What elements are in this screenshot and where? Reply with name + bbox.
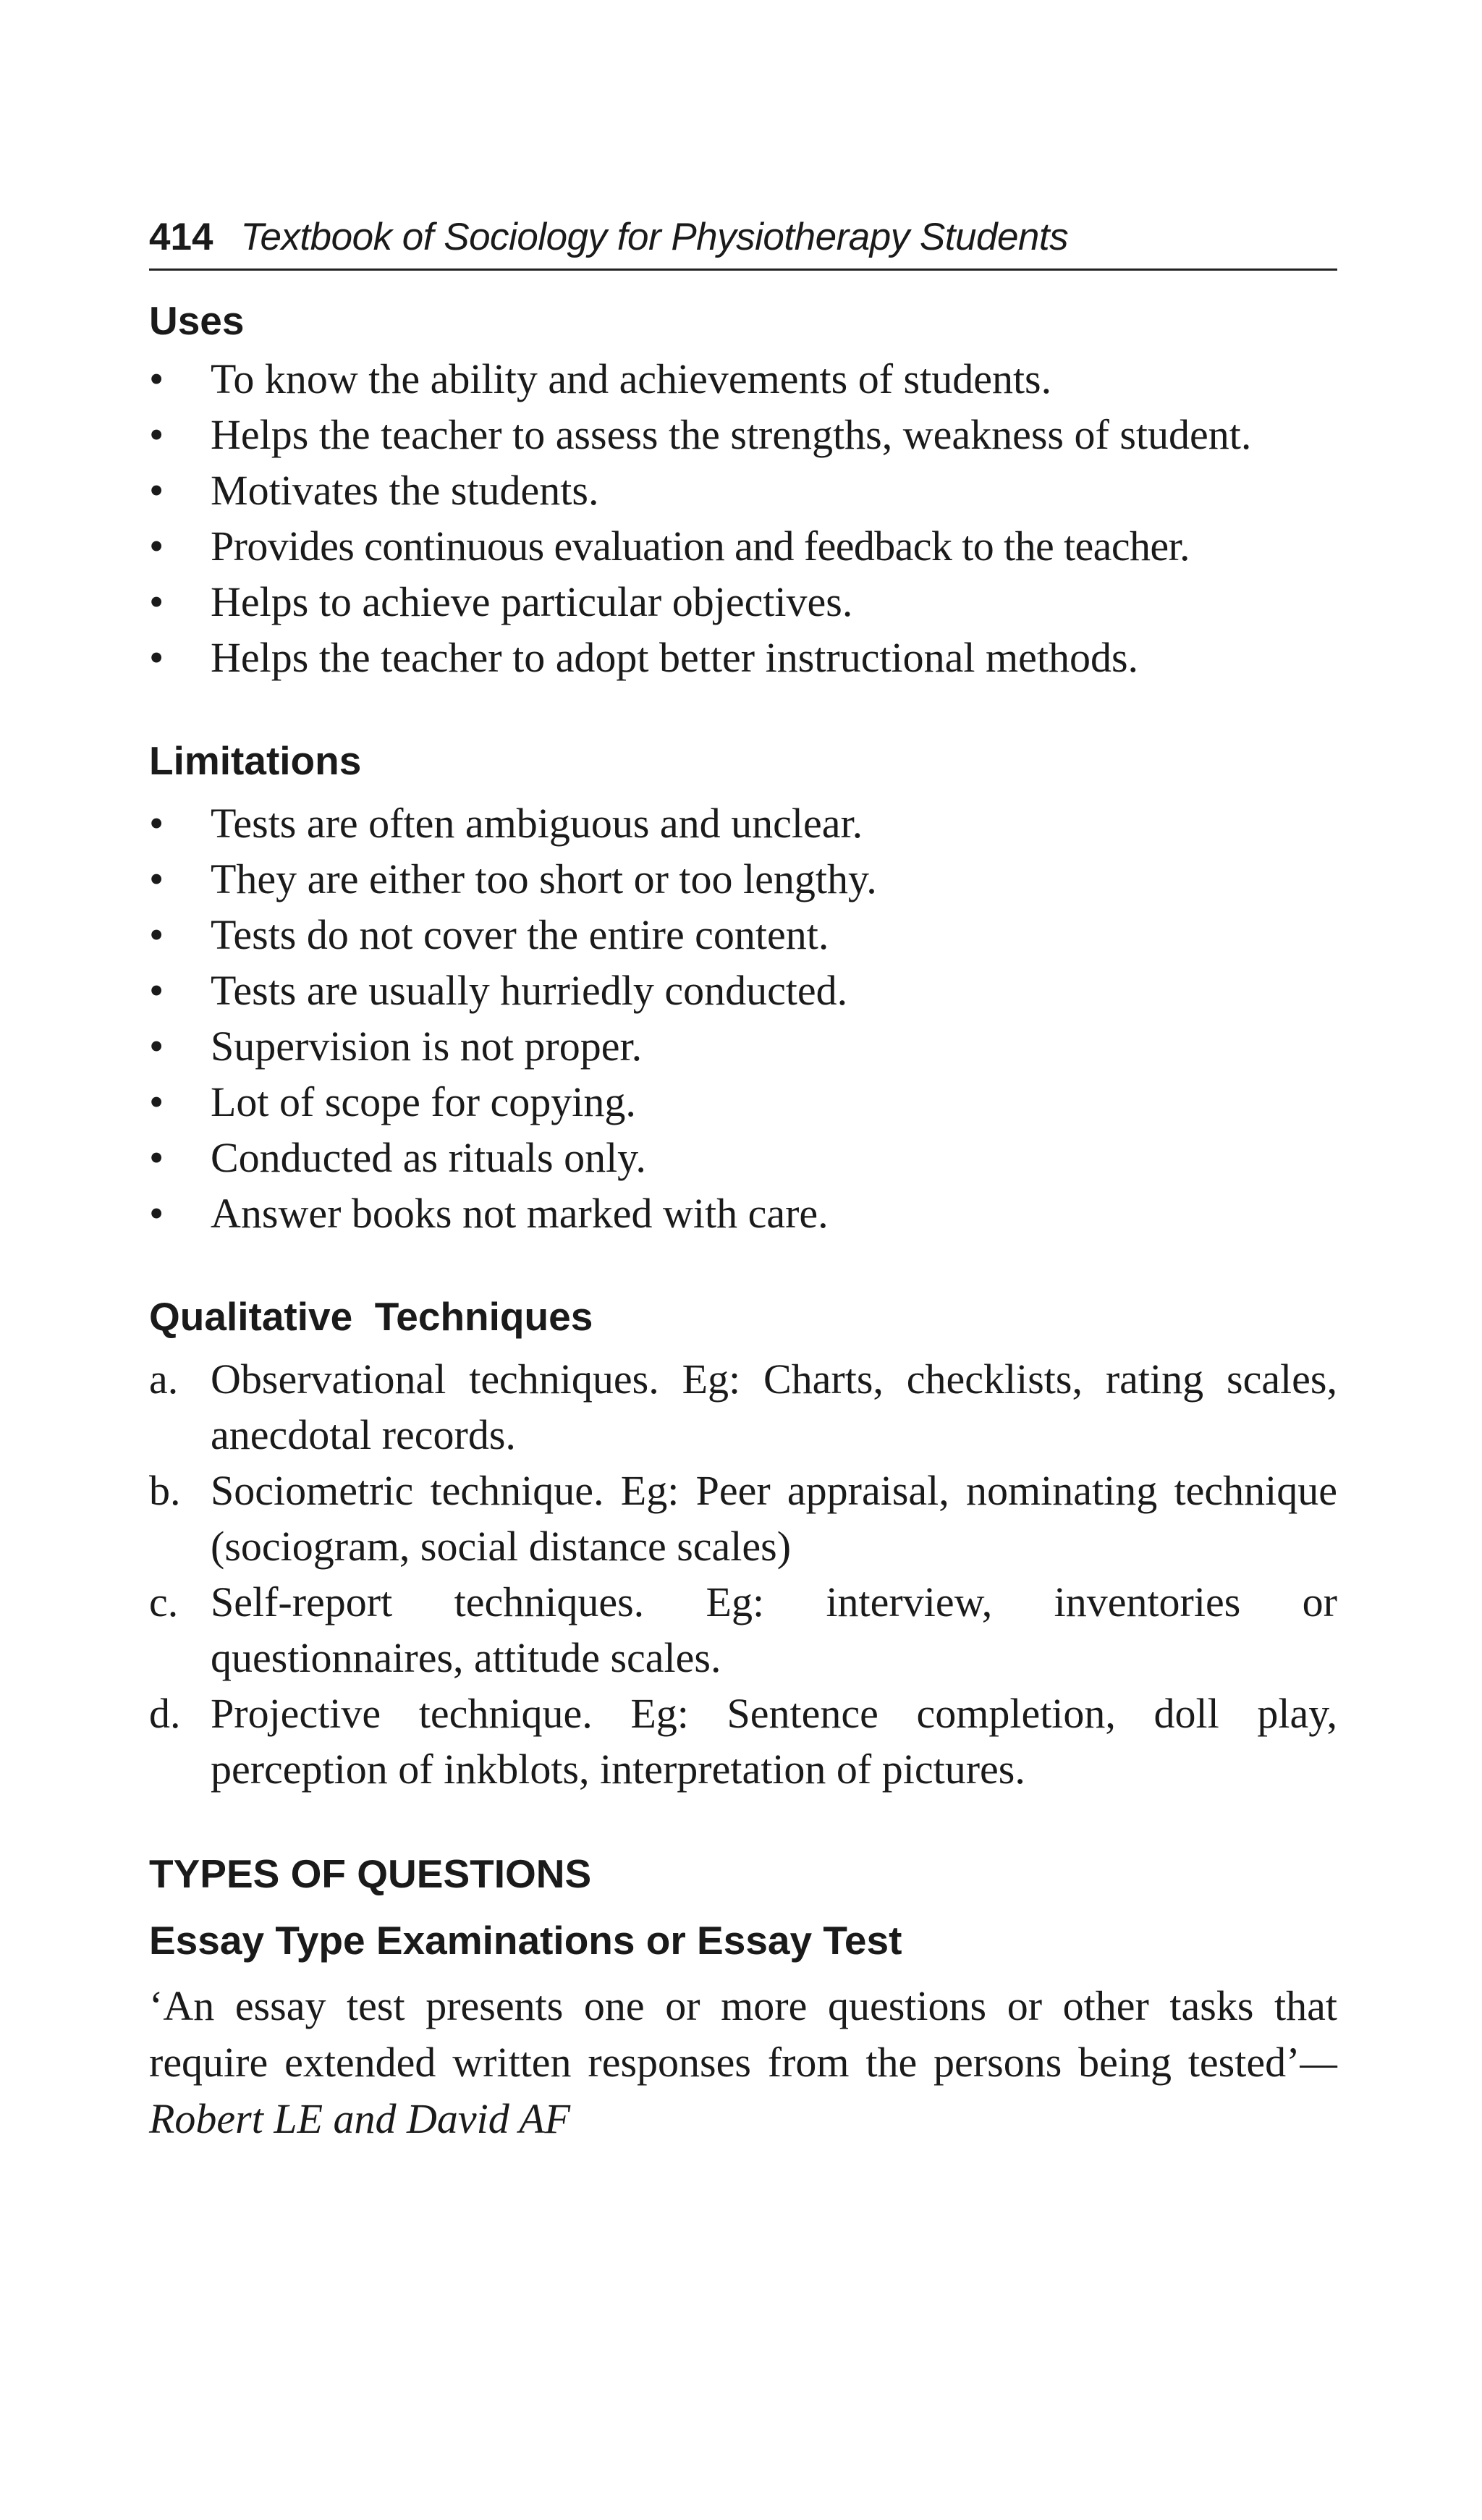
list-item bbox=[149, 907, 1337, 963]
list-item-text: Helps to achieve particular objectives. bbox=[211, 578, 853, 625]
list-item bbox=[149, 518, 1337, 574]
list-item bbox=[149, 574, 1337, 630]
list-item-text: They are either too short or too lengthy. bbox=[211, 855, 877, 902]
bullet-icon: • bbox=[149, 1134, 164, 1181]
list-marker: b. bbox=[149, 1467, 181, 1514]
uses-heading: Uses bbox=[149, 298, 245, 343]
list-item-text: Provides continuous evaluation and feedback to the teacher. bbox=[211, 523, 1190, 570]
list-item bbox=[149, 1463, 1337, 1574]
list-item bbox=[149, 795, 1337, 851]
list-item-text: Helps the teacher to assess the strengths, weakness of student. bbox=[211, 411, 1252, 458]
list-item-text: Answer books not marked with care. bbox=[211, 1190, 829, 1237]
list-item bbox=[149, 462, 1337, 518]
uses-list bbox=[149, 351, 1337, 685]
essay-quote-paragraph bbox=[149, 1978, 1337, 2147]
page-number: 414 bbox=[149, 216, 213, 258]
running-header bbox=[149, 213, 1337, 271]
list-marker: d. bbox=[149, 1690, 181, 1737]
list-marker: c. bbox=[149, 1578, 179, 1625]
essay-quote: ‘An essay test presents one or more questions or other tasks that require extended written responses from the persons being tested’ bbox=[149, 1982, 1337, 2086]
list-item bbox=[149, 963, 1337, 1018]
qualitative-techniques-list bbox=[149, 1351, 1337, 1797]
bullet-icon: • bbox=[149, 967, 164, 1014]
bullet-icon: • bbox=[149, 1190, 164, 1237]
essay-heading: Essay Type Examinations or Essay Test bbox=[149, 1918, 902, 1963]
qualitative-techniques-heading: Qualitative Techniques bbox=[149, 1294, 593, 1339]
list-item bbox=[149, 1574, 1337, 1686]
list-item-text: Helps the teacher to adopt better instructional methods. bbox=[211, 634, 1139, 681]
list-item bbox=[149, 1018, 1337, 1074]
list-item-text: Tests do not cover the entire content. bbox=[211, 911, 829, 958]
bullet-icon: • bbox=[149, 523, 164, 570]
list-marker: a. bbox=[149, 1356, 179, 1403]
limitations-heading: Limitations bbox=[149, 738, 362, 783]
bullet-icon: • bbox=[149, 467, 164, 514]
quote-attribution: —Robert LE and David AF bbox=[149, 2039, 1337, 2142]
list-item-text: Conducted as rituals only. bbox=[211, 1134, 646, 1181]
types-of-questions-heading: TYPES OF QUESTIONS bbox=[149, 1851, 592, 1896]
list-item-text: Tests are usually hurriedly conducted. bbox=[211, 967, 848, 1014]
bullet-icon: • bbox=[149, 634, 164, 681]
bullet-icon: • bbox=[149, 411, 164, 458]
list-item bbox=[149, 630, 1337, 685]
bullet-icon: • bbox=[149, 1078, 164, 1125]
list-item bbox=[149, 1686, 1337, 1797]
book-title: Textbook of Sociology for Physiotherapy Students bbox=[240, 216, 1069, 258]
bullet-icon: • bbox=[149, 1023, 164, 1070]
list-item-text: Observational techniques. Eg: Charts, checklists, rating scales, anecdotal records. bbox=[211, 1356, 1337, 1458]
list-item-text: Projective technique. Eg: Sentence completion, doll play, perception of inkblots, interpretation of pictures. bbox=[211, 1690, 1337, 1793]
list-item-text: Self-report techniques. Eg: interview, inventories or questionnaires, attitude scales. bbox=[211, 1578, 1337, 1681]
list-item-text: Supervision is not proper. bbox=[211, 1023, 643, 1070]
bullet-icon: • bbox=[149, 800, 164, 847]
bullet-icon: • bbox=[149, 578, 164, 625]
list-item bbox=[149, 407, 1337, 462]
bullet-icon: • bbox=[149, 355, 164, 402]
limitations-list bbox=[149, 795, 1337, 1241]
page bbox=[149, 213, 1337, 2147]
list-item bbox=[149, 351, 1337, 407]
list-item bbox=[149, 1351, 1337, 1463]
list-item bbox=[149, 1185, 1337, 1241]
list-item bbox=[149, 851, 1337, 907]
bullet-icon: • bbox=[149, 911, 164, 958]
bullet-icon: • bbox=[149, 855, 164, 902]
list-item-text: Motivates the students. bbox=[211, 467, 599, 514]
list-item-text: Sociometric technique. Eg: Peer appraisal, nominating technique (sociogram, social distance scales) bbox=[211, 1467, 1337, 1570]
list-item bbox=[149, 1130, 1337, 1185]
list-item-text: To know the ability and achievements of students. bbox=[211, 355, 1052, 402]
list-item bbox=[149, 1074, 1337, 1130]
list-item-text: Lot of scope for copying. bbox=[211, 1078, 636, 1125]
list-item-text: Tests are often ambiguous and unclear. bbox=[211, 800, 863, 847]
